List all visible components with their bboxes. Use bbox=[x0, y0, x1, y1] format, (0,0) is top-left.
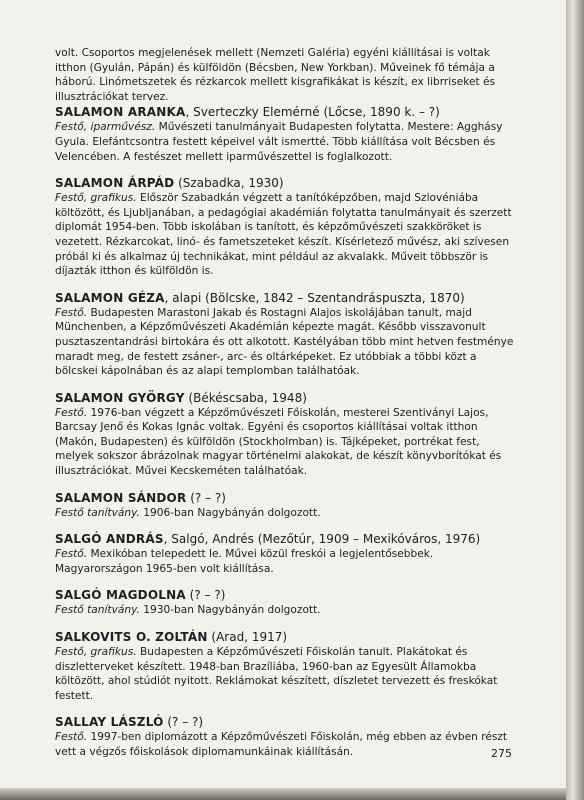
entry-text: 1906-ban Nagybányán dolgozott. bbox=[139, 506, 321, 519]
entry-profession: Festő tanítvány. bbox=[55, 506, 140, 519]
entry-details: (? – ?) bbox=[185, 588, 226, 603]
entry-text: 1930-ban Nagybányán dolgozott. bbox=[139, 604, 321, 617]
dictionary-entry bbox=[55, 629, 517, 703]
entry-name: SALAMON GÉZA bbox=[55, 290, 165, 305]
dictionary-entry bbox=[55, 490, 517, 521]
entry-heading bbox=[55, 587, 517, 603]
page-number: 275 bbox=[491, 747, 512, 760]
entry-profession: Festő. bbox=[55, 406, 88, 419]
entry-heading bbox=[55, 490, 517, 506]
entry-body bbox=[55, 406, 517, 479]
entry-body bbox=[55, 120, 517, 164]
entry-heading bbox=[55, 104, 517, 120]
entry-details: (? – ?) bbox=[163, 715, 204, 730]
entry-name: SALAMON SÁNDOR bbox=[55, 490, 187, 505]
entry-name: SALGÓ ANDRÁS bbox=[55, 532, 164, 547]
entry-body bbox=[55, 730, 517, 759]
entry-body bbox=[55, 603, 517, 618]
entry-details: , Salgó, Andrés (Mezőtúr, 1909 – Mexikóváros, 1976) bbox=[163, 532, 481, 547]
entry-heading bbox=[55, 175, 517, 191]
entry-name: SALAMON ARANKA bbox=[55, 105, 186, 120]
entry-details: (Szabadka, 1930) bbox=[174, 176, 284, 191]
entry-text: Először Szabadkán végzett a tanítóképzőben, majd Szlovéniába költözött, és Ljubljanában, a pedagógiai akadémián folytatta tanulmányait és szerzett diplomát 1954-ben. Több iskolában is tanított, és képzőművészeti szakköröket is vezetett. Rézkarcokat, linó- és fametszeteket készít. Kísérletező művész, aki szívesen próbál ki és alkalmaz új technikákat, mint például az akvalakk. Műveit többször is díjazták itthon és külföldön is. bbox=[55, 192, 512, 278]
entry-heading bbox=[55, 714, 517, 730]
book-bottom-edge bbox=[0, 788, 566, 800]
entry-body bbox=[55, 645, 517, 703]
entry-body bbox=[55, 506, 517, 521]
dictionary-entry bbox=[55, 587, 517, 618]
entry-profession: Festő. bbox=[55, 306, 88, 319]
entry-text: Művészeti tanulmányait Budapesten folytatta. Mestere: Agghásy Gyula. Elefántcsontra festett képeivel vált ismertté. Több kiállítása volt Bécsben és Velencében. A festészet mellett iparművészettel is foglalkozott. bbox=[55, 121, 503, 163]
entry-text: 1976-ban végzett a Képzőművészeti Főiskolán, mesterei Szentiványi Lajos, Barcsay Jenő és Kokas Ignác voltak. Egyéni és csoportos kiállításai voltak itthon (Makón, Budapesten) és külföldön (Stockholmban) is. Tájképeket, portrékat fest, melyek sokszor ábrázolnak magyar történelmi alakokat, de készít könyvborítókat és illusztrációkat. Művei Kecskeméten találhatóak. bbox=[55, 406, 502, 478]
entry-list bbox=[55, 104, 517, 759]
entry-profession: Festő. bbox=[55, 548, 88, 561]
entry-body bbox=[55, 306, 517, 379]
entry-name: SALKOVITS O. ZOLTÁN bbox=[55, 630, 208, 645]
entry-details: (Arad, 1917) bbox=[207, 630, 288, 645]
entry-profession: Festő tanítvány. bbox=[55, 604, 140, 617]
entry-name: SALGÓ MAGDOLNA bbox=[55, 588, 186, 603]
entry-text: 1997-ben diplomázott a Képzőművészeti Főiskolán, még ebben az évben részt vett a végzős főiskolások diplomamunkáinak kiállításán. bbox=[55, 731, 508, 758]
entry-profession: Festő. bbox=[55, 731, 88, 744]
entry-name: SALAMON ÁRPÁD bbox=[55, 176, 175, 191]
dictionary-entry bbox=[55, 175, 517, 279]
entry-text: Budapesten Marastoni Jakab és Rostagni Alajos iskolájában tanult, majd Münchenben, a Képzőművészeti Akadémián képezte magát. Később visszavonult pusztaszentandrási birtokára és ott alkotott. Kastélyában több mint hetven festménye maradt meg, de festett zsáner-, arc- és oltárképeket. Ez utóbbiak a többi közt a bölcskei kápolnában és az alapi templomban találhatóak. bbox=[55, 306, 514, 378]
entry-profession: Festő, iparművész. bbox=[55, 121, 156, 134]
page-content bbox=[55, 46, 517, 760]
entry-name: SALLAY LÁSZLÓ bbox=[55, 715, 164, 730]
entry-heading bbox=[55, 629, 517, 645]
entry-text: Mexikóban telepedett le. Művei közül freskói a legjelentősebbek. Magyarországon 1965-ben volt kiállítása. bbox=[55, 548, 434, 575]
dictionary-entry bbox=[55, 104, 517, 164]
dictionary-entry bbox=[55, 390, 517, 479]
entry-profession: Festő, grafikus. bbox=[55, 192, 137, 205]
dictionary-entry bbox=[55, 290, 517, 379]
entry-details: , alapi (Bölcske, 1842 – Szentandráspuszta, 1870) bbox=[164, 290, 465, 305]
dictionary-entry bbox=[55, 531, 517, 576]
entry-details: (Békéscsaba, 1948) bbox=[184, 390, 307, 405]
entry-details: (? – ?) bbox=[186, 490, 226, 505]
entry-body bbox=[55, 547, 517, 576]
entry-details: , Sverteczky Elemérné (Lőcse, 1890 k. – ?) bbox=[185, 105, 440, 120]
intro-paragraph: volt. Csoportos megjelenések mellett (Nemzeti Galéria) egyéni kiállításai is voltak itthon (Gyulán, Pápán) és külföldön (Bécsben, New Yorkban). Műveinek fő témája a háború. Linómetszetek és rézkarcok mellett kisgrafikákat is készít, ex librriseket és illusztrációkat tervez. bbox=[55, 47, 496, 103]
entry-text: Budapesten a Képzőművészeti Főiskolán tanult. Plakátokat és diszletterveket készített. 1948-ban Brazíliába, 1960-ban az Egyesült Államokba költözött, ahol stúdiót nyitott. Reklámokat készített, díszletet tervezett és freskókat festett. bbox=[55, 646, 498, 702]
entry-heading bbox=[55, 390, 517, 406]
book-side-edge bbox=[566, 0, 584, 800]
entry-heading bbox=[55, 290, 517, 306]
entry-body bbox=[55, 191, 517, 279]
entry-name: SALAMON GYÖRGY bbox=[55, 390, 185, 405]
entry-heading bbox=[55, 531, 517, 547]
dictionary-entry bbox=[55, 714, 517, 759]
entry-profession: Festő, grafikus. bbox=[55, 646, 137, 659]
